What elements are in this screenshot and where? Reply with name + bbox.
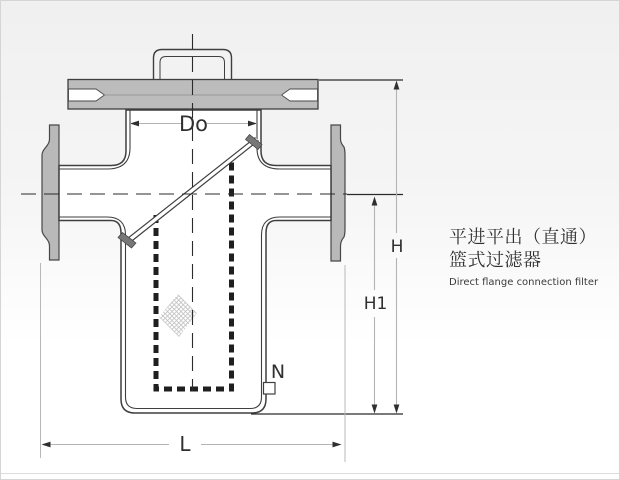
label-l: L	[179, 432, 191, 456]
dim-l	[42, 432, 342, 456]
product-title-zh-line2: 篮式过滤器	[449, 250, 542, 271]
right-flange	[331, 125, 345, 261]
label-h: H	[390, 237, 404, 257]
drain-port-square	[264, 383, 276, 395]
product-title-block	[449, 226, 617, 289]
dim-h	[391, 81, 404, 414]
product-title-zh-line1: 平进平出（直通）	[449, 227, 597, 248]
bottom-divider	[1, 473, 620, 474]
dim-h1	[364, 197, 388, 414]
product-subtitle-en: Direct flange connection filter	[449, 277, 599, 288]
vessel-body	[59, 110, 331, 413]
left-flange	[42, 125, 59, 260]
label-h1: H1	[363, 294, 388, 314]
label-do: Do	[178, 112, 209, 136]
label-n: N	[270, 361, 286, 383]
